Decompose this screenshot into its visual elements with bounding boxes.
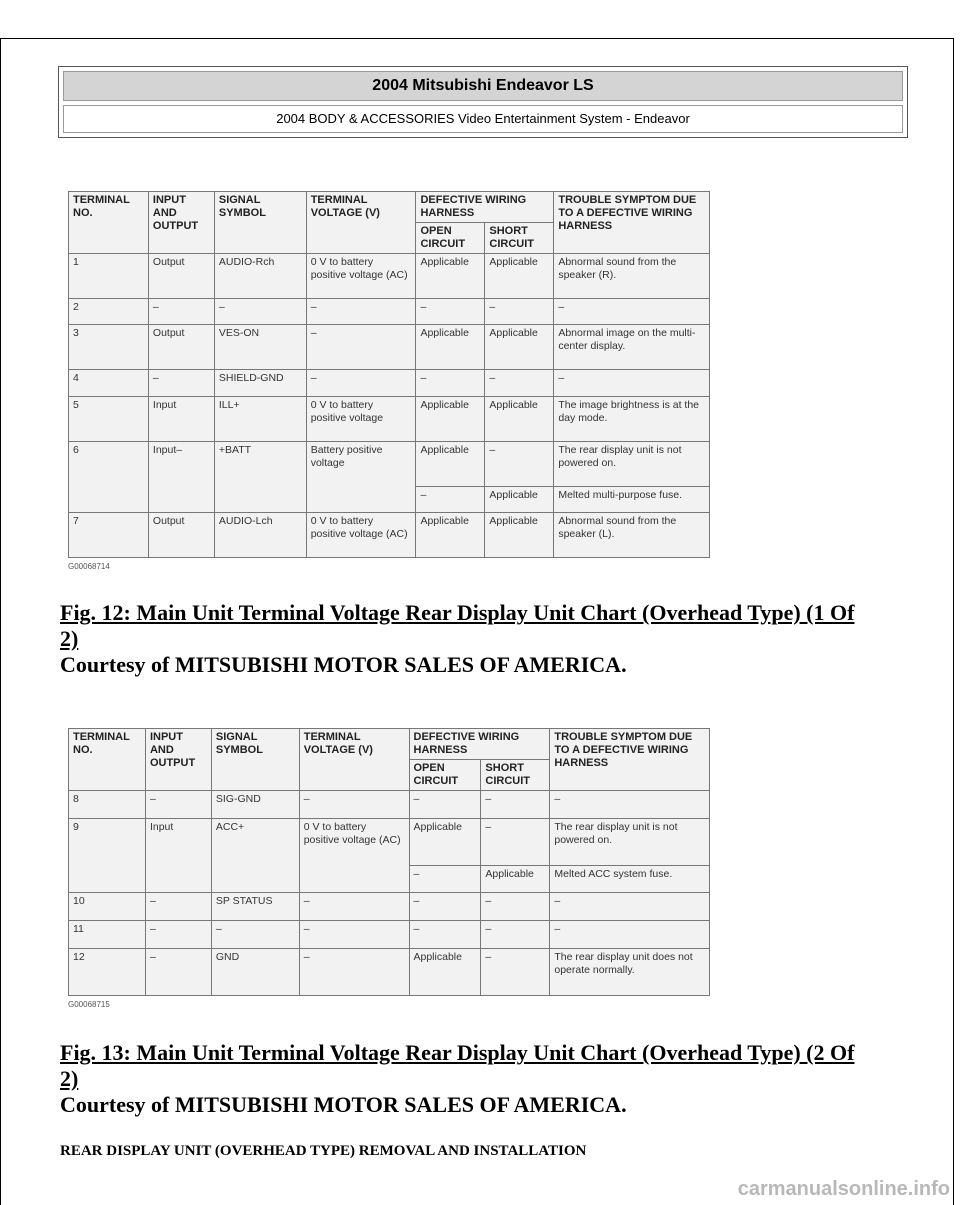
voltage-cell: 0 V to battery positive voltage (AC) (306, 512, 416, 557)
io-cell: – (148, 299, 214, 325)
figure-courtesy: Courtesy of MITSUBISHI MOTOR SALES OF AMERICA. (60, 652, 627, 677)
short-cell: Applicable (485, 325, 554, 370)
header-open-circuit: OPEN CIRCUIT (416, 223, 485, 254)
figure-caption-1 (60, 600, 860, 678)
terminal-cell: 3 (69, 325, 149, 370)
signal-cell: GND (211, 948, 299, 995)
short-cell: – (481, 893, 550, 921)
header-trouble-symptom: TROUBLE SYMPTOM DUE TO A DEFECTIVE WIRING HARNESS (550, 729, 710, 791)
header-short-circuit: SHORT CIRCUIT (485, 223, 554, 254)
table-row (69, 921, 710, 949)
short-cell: – (485, 441, 554, 486)
section-heading: REAR DISPLAY UNIT (OVERHEAD TYPE) REMOVAL AND INSTALLATION (60, 1143, 587, 1159)
table-row (69, 254, 710, 299)
symptom-cell: The rear display unit is not powered on. (554, 441, 710, 486)
symptom-cell: – (554, 299, 710, 325)
header-terminal-voltage: TERMINAL VOLTAGE (V) (299, 729, 409, 791)
figure-caption-2 (60, 1040, 860, 1118)
header-trouble-symptom: TROUBLE SYMPTOM DUE TO A DEFECTIVE WIRING HARNESS (554, 192, 710, 254)
terminal-cell: 8 (69, 791, 146, 819)
terminal-cell: 2 (69, 299, 149, 325)
table-row (69, 893, 710, 921)
table-row (69, 512, 710, 557)
signal-cell: AUDIO-Lch (214, 512, 306, 557)
figure-code: G00068714 (68, 562, 110, 571)
open-cell: Applicable (416, 254, 485, 299)
signal-cell: VES-ON (214, 325, 306, 370)
header-terminal-voltage: TERMINAL VOLTAGE (V) (306, 192, 416, 254)
voltage-cell: – (299, 948, 409, 995)
short-cell: – (485, 299, 554, 325)
short-cell: Applicable (485, 512, 554, 557)
terminal-voltage-table-1 (68, 191, 710, 558)
terminal-cell: 1 (69, 254, 149, 299)
signal-cell: SIG-GND (211, 791, 299, 819)
symptom-cell: Melted multi-purpose fuse. (554, 486, 710, 512)
short-cell: – (485, 370, 554, 396)
short-cell: Applicable (485, 486, 554, 512)
signal-cell: ILL+ (214, 396, 306, 441)
open-cell: – (409, 921, 481, 949)
short-cell: – (481, 791, 550, 819)
voltage-cell: – (299, 921, 409, 949)
signal-cell: – (214, 299, 306, 325)
signal-cell: SP STATUS (211, 893, 299, 921)
voltage-cell: – (306, 370, 416, 396)
table-row (69, 948, 710, 995)
header-terminal-no: TERMINAL NO. (69, 192, 149, 254)
open-cell: Applicable (416, 441, 485, 486)
short-cell: Applicable (481, 865, 550, 893)
short-cell: Applicable (485, 396, 554, 441)
io-cell: Output (148, 512, 214, 557)
header-short-circuit: SHORT CIRCUIT (481, 760, 550, 791)
header-signal-symbol: SIGNAL SYMBOL (214, 192, 306, 254)
io-cell: Input (145, 818, 211, 893)
io-cell: – (145, 791, 211, 819)
header-input-output: INPUT AND OUTPUT (148, 192, 214, 254)
table-row (69, 370, 710, 396)
io-cell: – (148, 370, 214, 396)
open-cell: – (409, 865, 481, 893)
open-cell: – (416, 299, 485, 325)
terminal-cell: 7 (69, 512, 149, 557)
figure-title: Fig. 13: Main Unit Terminal Voltage Rear Display Unit Chart (Overhead Type) (2 Of 2) (60, 1040, 855, 1091)
open-cell: Applicable (416, 396, 485, 441)
site-watermark: carmanualsonline.info (737, 1178, 950, 1200)
signal-cell: AUDIO-Rch (214, 254, 306, 299)
header-signal-symbol: SIGNAL SYMBOL (211, 729, 299, 791)
short-cell: – (481, 921, 550, 949)
header-defective-harness: DEFECTIVE WIRING HARNESS (409, 729, 550, 760)
header-input-output: INPUT AND OUTPUT (145, 729, 211, 791)
header-open-circuit: OPEN CIRCUIT (409, 760, 481, 791)
open-cell: – (416, 486, 485, 512)
symptom-cell: Melted ACC system fuse. (550, 865, 710, 893)
signal-cell: +BATT (214, 441, 306, 512)
symptom-cell: Abnormal image on the multi-center display. (554, 325, 710, 370)
signal-cell: ACC+ (211, 818, 299, 893)
open-cell: Applicable (416, 512, 485, 557)
symptom-cell: – (550, 791, 710, 819)
figure-courtesy: Courtesy of MITSUBISHI MOTOR SALES OF AMERICA. (60, 1092, 627, 1117)
open-cell: – (409, 791, 481, 819)
terminal-cell: 12 (69, 948, 146, 995)
voltage-cell: 0 V to battery positive voltage (306, 396, 416, 441)
header-terminal-no: TERMINAL NO. (69, 729, 146, 791)
table-header-row (69, 192, 710, 223)
terminal-cell: 4 (69, 370, 149, 396)
header-defective-harness: DEFECTIVE WIRING HARNESS (416, 192, 554, 223)
terminal-cell: 6 (69, 441, 149, 512)
symptom-cell: The image brightness is at the day mode. (554, 396, 710, 441)
open-cell: – (416, 370, 485, 396)
symptom-cell: – (554, 370, 710, 396)
terminal-cell: 9 (69, 818, 146, 893)
open-cell: Applicable (409, 818, 481, 865)
voltage-cell: Battery positive voltage (306, 441, 416, 512)
symptom-cell: The rear display unit is not powered on. (550, 818, 710, 865)
short-cell: Applicable (485, 254, 554, 299)
terminal-cell: 10 (69, 893, 146, 921)
table-header-row (69, 729, 710, 760)
io-cell: – (145, 893, 211, 921)
voltage-cell: – (299, 791, 409, 819)
terminal-cell: 5 (69, 396, 149, 441)
table-row (69, 791, 710, 819)
document-header (58, 66, 908, 138)
terminal-voltage-table-2 (68, 728, 710, 996)
short-cell: – (481, 948, 550, 995)
io-cell: Input– (148, 441, 214, 512)
short-cell: – (481, 818, 550, 865)
table-row (69, 396, 710, 441)
symptom-cell: – (550, 921, 710, 949)
open-cell: Applicable (409, 948, 481, 995)
signal-cell: – (211, 921, 299, 949)
figure-title: Fig. 12: Main Unit Terminal Voltage Rear Display Unit Chart (Overhead Type) (1 Of 2) (60, 600, 855, 651)
voltage-cell: – (306, 325, 416, 370)
voltage-cell: – (299, 893, 409, 921)
symptom-cell: The rear display unit does not operate normally. (550, 948, 710, 995)
io-cell: Input (148, 396, 214, 441)
io-cell: Output (148, 254, 214, 299)
table-row (69, 441, 710, 486)
voltage-cell: 0 V to battery positive voltage (AC) (306, 254, 416, 299)
open-cell: Applicable (416, 325, 485, 370)
document-subtitle: 2004 BODY & ACCESSORIES Video Entertainment System - Endeavor (63, 105, 903, 133)
io-cell: Output (148, 325, 214, 370)
voltage-cell: – (306, 299, 416, 325)
table-row (69, 325, 710, 370)
terminal-cell: 11 (69, 921, 146, 949)
io-cell: – (145, 921, 211, 949)
document-title: 2004 Mitsubishi Endeavor LS (63, 71, 903, 101)
signal-cell: SHIELD-GND (214, 370, 306, 396)
table-row (69, 299, 710, 325)
io-cell: – (145, 948, 211, 995)
symptom-cell: Abnormal sound from the speaker (L). (554, 512, 710, 557)
table-row (69, 818, 710, 865)
figure-code: G00068715 (68, 1000, 110, 1009)
symptom-cell: – (550, 893, 710, 921)
voltage-cell: 0 V to battery positive voltage (AC) (299, 818, 409, 893)
symptom-cell: Abnormal sound from the speaker (R). (554, 254, 710, 299)
open-cell: – (409, 893, 481, 921)
